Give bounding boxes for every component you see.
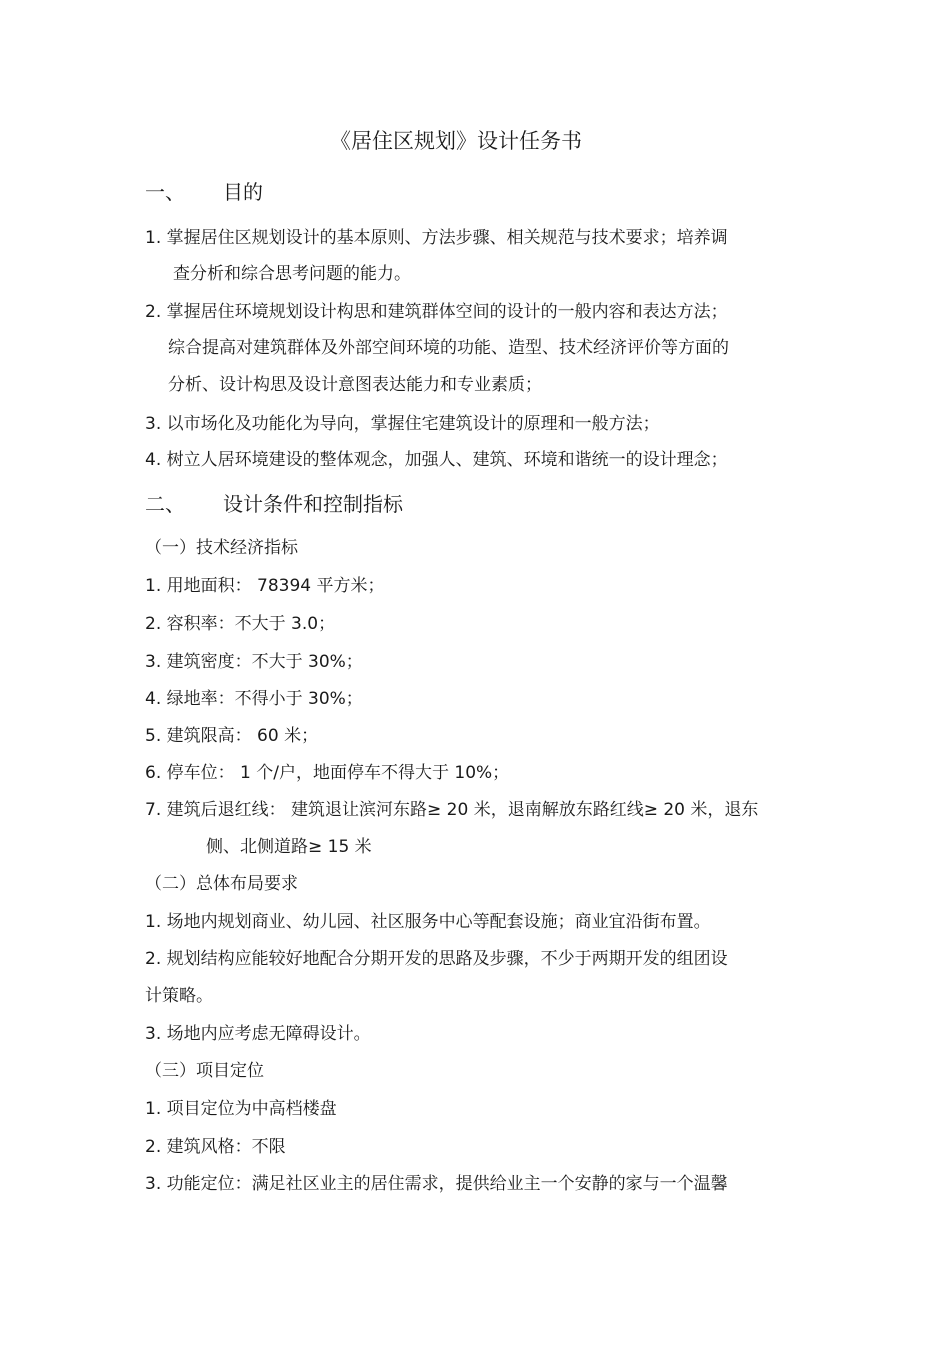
- list-item: 侧、北侧道路≥ 15 米: [206, 837, 372, 857]
- section-number: 一、: [145, 180, 185, 204]
- paragraph-line: 2. 掌握居住环境规划设计构思和建筑群体空间的设计的一般内容和表达方法；: [145, 302, 728, 322]
- list-item: 6. 停车位： 1 个/户，地面停车不得大于 10%；: [145, 763, 510, 783]
- list-item: 2. 容积率：不大于 3.0；: [145, 614, 336, 634]
- list-item: 3. 建筑密度：不大于 30%；: [145, 652, 363, 672]
- list-item: 4. 绿地率：不得小于 30%；: [145, 689, 363, 709]
- list-item: 3. 功能定位：满足社区业主的居住需求，提供给业主一个安静的家与一个温馨: [145, 1174, 728, 1194]
- list-item: 3. 场地内应考虑无障碍设计。: [145, 1024, 371, 1044]
- paragraph-line: 查分析和综合思考问题的能力。: [173, 264, 411, 284]
- subsection-title: （二）总体布局要求: [145, 874, 298, 894]
- section-number: 二、: [145, 492, 185, 516]
- list-item: 5. 建筑限高： 60 米；: [145, 726, 319, 746]
- paragraph-line: 综合提高对建筑群体及外部空间环境的功能、造型、技术经济评价等方面的: [168, 338, 729, 358]
- list-item: 1. 项目定位为中高档楼盘: [145, 1099, 337, 1119]
- subsection-title: （三）项目定位: [145, 1061, 264, 1081]
- section-title: 设计条件和控制指标: [223, 492, 403, 516]
- section-heading-conditions: [145, 493, 403, 515]
- paragraph-line: 分析、设计构思及设计意图表达能力和专业素质；: [168, 375, 542, 395]
- list-item: 2. 建筑风格：不限: [145, 1137, 286, 1157]
- section-heading-purpose: [145, 181, 263, 203]
- page-title: 《居住区规划》设计任务书: [330, 129, 582, 153]
- list-item: 2. 规划结构应能较好地配合分期开发的思路及步骤，不少于两期开发的组团设: [145, 949, 728, 969]
- list-item: 1. 场地内规划商业、幼儿园、社区服务中心等配套设施；商业宜沿街布置。: [145, 912, 711, 932]
- list-item: 7. 建筑后退红线： 建筑退让滨河东路≥ 20 米，退南解放东路红线≥ 20 米，退东: [145, 800, 759, 820]
- paragraph-line: 1. 掌握居住区规划设计的基本原则、方法步骤、相关规范与技术要求；培养调: [145, 228, 728, 248]
- section-title: 目的: [223, 180, 263, 204]
- subsection-title: （一）技术经济指标: [145, 538, 298, 558]
- paragraph-line: 4. 树立人居环境建设的整体观念，加强人、建筑、环境和谐统一的设计理念；: [145, 450, 728, 470]
- list-item: 1. 用地面积： 78394 平方米；: [145, 576, 385, 596]
- paragraph-line: 3. 以市场化及功能化为导向，掌握住宅建筑设计的原理和一般方法；: [145, 414, 660, 434]
- list-item: 计策略。: [145, 986, 213, 1006]
